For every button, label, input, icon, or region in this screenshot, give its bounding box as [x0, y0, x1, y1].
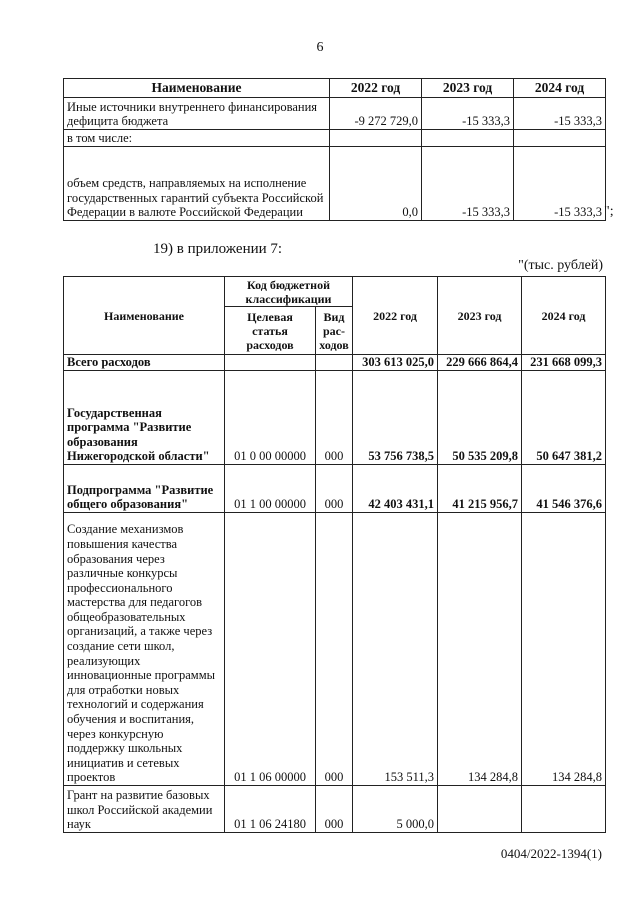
row-value-2024: 231 668 099,3 [522, 355, 606, 371]
table-row [64, 513, 606, 786]
row-value-2023: 41 215 956,7 [438, 465, 522, 513]
table-header-row [64, 277, 606, 307]
row-value-2022: 42 403 431,1 [353, 465, 438, 513]
row-target [225, 355, 316, 371]
row-value-2023: 134 284,8 [438, 513, 522, 786]
header-2024: 2024 год [514, 79, 606, 98]
item-19-heading: 19) в приложении 7: [153, 241, 283, 257]
row-name: Иные источники внутреннего финансирования дефицита бюджета [64, 98, 330, 130]
header-2022: 2022 год [353, 277, 438, 355]
financing-sources-table [63, 78, 606, 221]
row-type [316, 355, 353, 371]
row-value-2022: 5 000,0 [353, 786, 438, 833]
header-target-article: Целевая статья расходов [225, 307, 316, 355]
row-value-2022: 53 756 738,5 [353, 371, 438, 465]
row-value-2023 [438, 786, 522, 833]
row-target: 01 1 00 00000 [225, 465, 316, 513]
row-target: 01 1 06 00000 [225, 513, 316, 786]
row-value-2022: 0,0 [330, 147, 422, 221]
row-value-2022: -9 272 729,0 [330, 98, 422, 130]
row-type: 000 [316, 786, 353, 833]
row-value-2023: -15 333,3 [422, 147, 514, 221]
row-value-2024: -15 333,3 [514, 147, 606, 221]
row-name: в том числе: [64, 130, 330, 147]
header-code-group: Код бюджетной классификации [225, 277, 353, 307]
row-name: Подпрограмма "Развитие общего образования" [64, 465, 225, 513]
header-2023: 2023 год [438, 277, 522, 355]
expenditures-table [63, 276, 606, 833]
row-value-2024: 41 546 376,6 [522, 465, 606, 513]
page-number: 6 [316, 40, 324, 55]
header-2024: 2024 год [522, 277, 606, 355]
row-name: Создание механизмов повышения качества образования через различные конкурсы профессионального мастерства для педагогов общеобразовательных организаций, а также через создание сети школ, реализующих инновационные программы для отработки новых технологий и содержания обучения и воспитания, через конкурсную поддержку школьных инициатив и сетевых проектов [64, 513, 225, 786]
header-2022: 2022 год [330, 79, 422, 98]
row-value-2023: -15 333,3 [422, 98, 514, 130]
table-row [64, 465, 606, 513]
row-name: Государственная программа "Развитие образования Нижегородской области" [64, 371, 225, 465]
row-value-2022 [330, 130, 422, 147]
table-row [64, 98, 606, 130]
row-value-2022: 153 511,3 [353, 513, 438, 786]
header-name: Наименование [64, 79, 330, 98]
row-value-2024 [514, 130, 606, 147]
row-type: 000 [316, 465, 353, 513]
row-value-2022: 303 613 025,0 [353, 355, 438, 371]
row-value-2023 [422, 130, 514, 147]
row-type: 000 [316, 371, 353, 465]
row-name: Всего расходов [64, 355, 225, 371]
units-label: "(тыс. рублей) [518, 258, 603, 273]
header-name: Наименование [64, 277, 225, 355]
row-value-2024: 50 647 381,2 [522, 371, 606, 465]
table-row [64, 355, 606, 371]
row-type: 000 [316, 513, 353, 786]
row-target: 01 1 06 24180 [225, 786, 316, 833]
table-row [64, 371, 606, 465]
table-header-row [64, 79, 606, 98]
row-value-2024 [522, 786, 606, 833]
row-target: 01 0 00 00000 [225, 371, 316, 465]
row-value-2023: 229 666 864,4 [438, 355, 522, 371]
row-name: объем средств, направляемых на исполнение государственных гарантий субъекта Российской Федерации в валюте Российской Федерации [64, 147, 330, 221]
row-value-2024: 134 284,8 [522, 513, 606, 786]
table-row [64, 147, 606, 221]
document-code: 0404/2022-1394(1) [500, 846, 602, 861]
closing-quote: "; [604, 204, 614, 219]
table-row [64, 130, 606, 147]
row-name: Грант на развитие базовых школ Российской академии наук [64, 786, 225, 833]
row-value-2023: 50 535 209,8 [438, 371, 522, 465]
row-value-2024: -15 333,3 [514, 98, 606, 130]
table-row [64, 786, 606, 833]
header-2023: 2023 год [422, 79, 514, 98]
header-expense-type: Вид рас-ходов [316, 307, 353, 355]
